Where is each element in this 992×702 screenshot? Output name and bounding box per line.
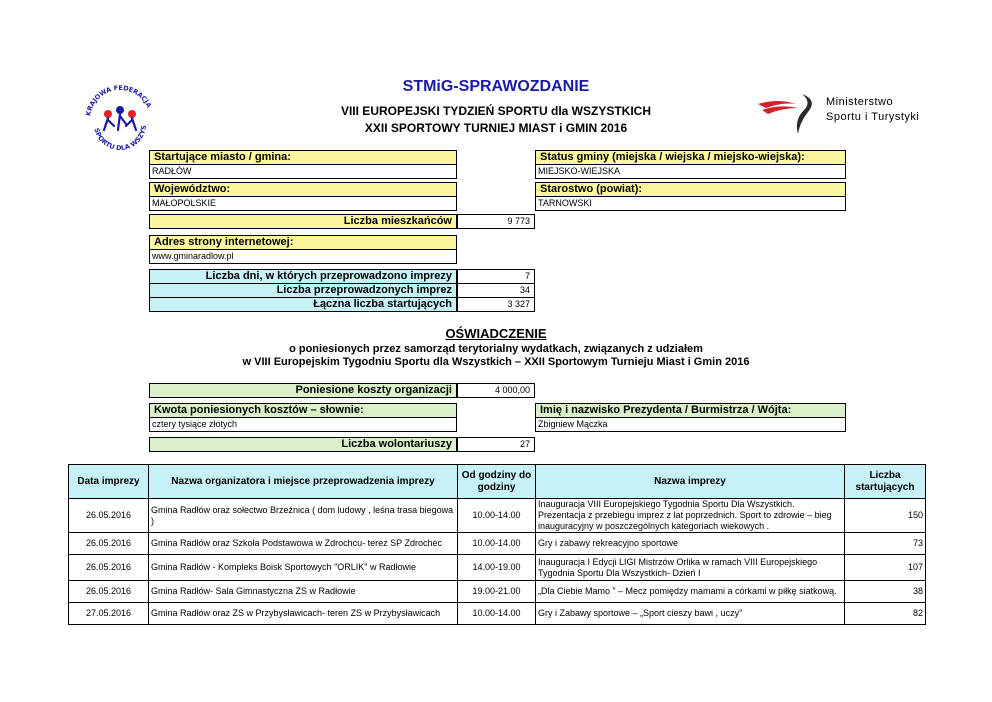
header-organizer: Nazwa organizatora i miejsce przeprowadzenia imprezy — [149, 465, 458, 499]
row-event: „Dla Ciebie Mamo ” – Mecz pomiędzy mamami a córkami w piłkę siatkową. — [536, 581, 845, 603]
table-row — [69, 533, 926, 555]
voivodeship-label: Województwo: — [149, 182, 457, 197]
svg-text:SPORTU DLA WSZYSTKICH: SPORTU DLA WSZYS — [92, 124, 149, 150]
header-date: Data imprezy — [69, 465, 149, 499]
table-header-row — [69, 465, 926, 499]
table-row — [69, 603, 926, 625]
row-date: 26.05.2016 — [69, 533, 149, 555]
row-event: Gry i Zabawy sportowe – „Sport cieszy bawi , uczy” — [536, 603, 845, 625]
participants-value: 3 327 — [457, 297, 535, 312]
city-label: Startujące miasto / gmina: — [149, 150, 457, 165]
row-hours: 10.00-14.00 — [458, 499, 536, 533]
days-label: Liczba dni, w których przeprowadzono imprezy — [149, 269, 457, 284]
row-date: 27.05.2016 — [69, 603, 149, 625]
row-count: 107 — [845, 555, 926, 581]
costs-words-value: cztery tysiące złotych — [149, 418, 457, 432]
website-value: www.gminaradlow.pl — [149, 250, 457, 264]
costs-words-label: Kwota poniesionych kosztów – słownie: — [149, 403, 457, 418]
events-count-label: Liczba przeprowadzonych imprez — [149, 283, 457, 298]
declaration-line-1: o poniesionych przez samorząd terytorialny wydatkach, związanych z udziałem — [289, 343, 703, 355]
ministry-name-line2: Sportu i Turystyki — [826, 111, 920, 123]
row-date: 26.05.2016 — [69, 555, 149, 581]
county-label: Starostwo (powiat): — [535, 182, 846, 197]
participants-label: Łączna liczba startujących — [149, 297, 457, 312]
events-table — [68, 464, 926, 625]
row-date: 26.05.2016 — [69, 499, 149, 533]
volunteers-label: Liczba wolontariuszy — [149, 437, 457, 452]
population-value: 9 773 — [457, 214, 535, 229]
row-event: Inauguracja I Edycji LIGI Mistrzów Orlika w ramach VIII Europejskiego Tygodnia Sportu Dla Wszystkich- Dzień I — [536, 555, 845, 581]
declaration-line-2: w VIII Europejskim Tygodniu Sportu dla Wszystkich – XXII Sportowym Turnieju Miast i Gmin 2016 — [242, 356, 750, 368]
row-organizer: Gmina Radłów - Kompleks Boisk Sportowych "ORLIK" w Radłowie — [149, 555, 458, 581]
volunteers-value: 27 — [457, 437, 535, 452]
row-count: 150 — [845, 499, 926, 533]
row-hours: 10.00-14.00 — [458, 603, 536, 625]
row-organizer: Gmina Radłów oraz ZS w Przybysławicach- teren ZS w Przybysławicach — [149, 603, 458, 625]
row-hours: 14.00-19.00 — [458, 555, 536, 581]
ministry-name-line1: Ministerstwo — [826, 96, 894, 108]
row-count: 38 — [845, 581, 926, 603]
row-organizer: Gmina Radłów oraz Szkoła Podstawowa w Zdrochcu- terez SP Zdrochec — [149, 533, 458, 555]
county-value: TARNOWSKI — [535, 197, 846, 211]
report-subtitle-2: XXII SPORTOWY TURNIEJ MIAST i GMIN 2016 — [364, 121, 628, 135]
report-subtitle-1: VIII EUROPEJSKI TYDZIEŃ SPORTU dla WSZYSTKICH — [340, 104, 652, 118]
voivodeship-value: MAŁOPOLSKIE — [149, 197, 457, 211]
row-count: 73 — [845, 533, 926, 555]
mayor-label: Imię i nazwisko Prezydenta / Burmistrza / Wójta: — [535, 403, 846, 418]
population-label: Liczba mieszkańców — [149, 214, 457, 229]
table-row — [69, 499, 926, 533]
mayor-value: Zbigniew Mączka — [535, 418, 846, 432]
header-event: Nazwa imprezy — [536, 465, 845, 499]
table-row — [69, 555, 926, 581]
header-count: Liczba startujących — [845, 465, 926, 499]
days-value: 7 — [457, 269, 535, 284]
row-hours: 10.00-14.00 — [458, 533, 536, 555]
table-row — [69, 581, 926, 603]
row-count: 82 — [845, 603, 926, 625]
row-organizer: Gmina Radłów- Sala Gimnastyczna ZS w Radłowie — [149, 581, 458, 603]
row-event: Inauguracja VIII Europejskiego Tygodnia Sportu Dla Wszystkich. Prezentacja z przebiegu imprez z lat poprzednich. Sport to zdrowie – bieg inauguracyjny w poszczególnych kategoriach wiekowych . — [536, 499, 845, 533]
status-value: MIEJSKO-WIEJSKA — [535, 165, 846, 179]
city-value: RADŁÓW — [149, 165, 457, 179]
row-hours: 19.00-21.00 — [458, 581, 536, 603]
header-hours: Od godziny do godziny — [458, 465, 536, 499]
row-organizer: Gmina Radłów oraz sołectwo Brzeźnica ( dom ludowy , leśna trasa biegowa ) — [149, 499, 458, 533]
events-count-value: 34 — [457, 283, 535, 298]
costs-label: Poniesione koszty organizacji — [149, 383, 457, 398]
website-label: Adres strony internetowej: — [149, 235, 457, 250]
svg-text:KRAJOWA FEDERACJA: KRAJOWA FEDERACJA — [84, 83, 154, 117]
costs-value: 4 000,00 — [457, 383, 535, 398]
row-date: 26.05.2016 — [69, 581, 149, 603]
row-event: Gry i zabawy rekreacyjno sportowe — [536, 533, 845, 555]
declaration-title: OŚWIADCZENIE — [445, 326, 547, 341]
status-label: Status gminy (miejska / wiejska / miejsko-wiejska): — [535, 150, 846, 165]
report-title: STMiG-SPRAWOZDANIE — [402, 78, 590, 95]
